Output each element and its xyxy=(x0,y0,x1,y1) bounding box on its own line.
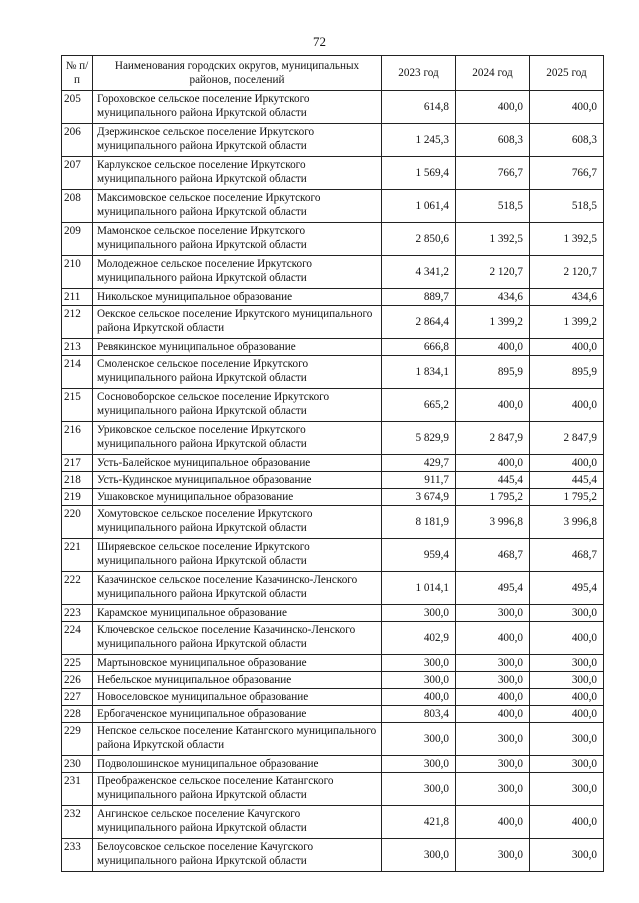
row-number: 223 xyxy=(62,605,93,622)
header-name: Наименования городских округов, муниципальных районов, поселений xyxy=(93,56,382,91)
header-2023: 2023 год xyxy=(382,56,456,91)
value-2023: 300,0 xyxy=(382,723,456,756)
municipality-name: Усть-Балейское муниципальное образование xyxy=(93,455,382,472)
value-2025: 400,0 xyxy=(530,339,604,356)
municipality-name: Ревякинское муниципальное образование xyxy=(93,339,382,356)
value-2024: 300,0 xyxy=(456,723,530,756)
table-row xyxy=(62,306,604,339)
table-row xyxy=(62,572,604,605)
municipality-name: Усть-Кудинское муниципальное образование xyxy=(93,472,382,489)
value-2024: 2 847,9 xyxy=(456,422,530,455)
value-2025: 495,4 xyxy=(530,572,604,605)
municipality-name: Ушаковское муниципальное образование xyxy=(93,489,382,506)
municipality-name: Хомутовское сельское поселение Иркутского муниципального района Иркутской области xyxy=(93,506,382,539)
table-row xyxy=(62,339,604,356)
value-2025: 400,0 xyxy=(530,622,604,655)
table-row xyxy=(62,839,604,872)
row-number: 221 xyxy=(62,539,93,572)
value-2023: 2 850,6 xyxy=(382,223,456,256)
value-2025: 300,0 xyxy=(530,655,604,672)
value-2024: 468,7 xyxy=(456,539,530,572)
municipality-name: Никольское муниципальное образование xyxy=(93,289,382,306)
value-2025: 300,0 xyxy=(530,672,604,689)
row-number: 232 xyxy=(62,806,93,839)
value-2025: 434,6 xyxy=(530,289,604,306)
table-row xyxy=(62,655,604,672)
value-2025: 2 847,9 xyxy=(530,422,604,455)
table-row xyxy=(62,455,604,472)
table-row xyxy=(62,689,604,706)
table-row xyxy=(62,124,604,157)
value-2025: 3 996,8 xyxy=(530,506,604,539)
row-number: 233 xyxy=(62,839,93,872)
row-number: 226 xyxy=(62,672,93,689)
row-number: 212 xyxy=(62,306,93,339)
municipality-name: Ербогаченское муниципальное образование xyxy=(93,706,382,723)
value-2024: 766,7 xyxy=(456,157,530,190)
row-number: 206 xyxy=(62,124,93,157)
table-body xyxy=(62,91,604,872)
value-2024: 300,0 xyxy=(456,773,530,806)
row-number: 218 xyxy=(62,472,93,489)
value-2024: 1 795,2 xyxy=(456,489,530,506)
value-2023: 2 864,4 xyxy=(382,306,456,339)
value-2023: 300,0 xyxy=(382,605,456,622)
value-2024: 400,0 xyxy=(456,706,530,723)
row-number: 214 xyxy=(62,356,93,389)
municipality-name: Новоселовское муниципальное образование xyxy=(93,689,382,706)
value-2025: 400,0 xyxy=(530,91,604,124)
value-2023: 803,4 xyxy=(382,706,456,723)
value-2023: 1 061,4 xyxy=(382,190,456,223)
row-number: 216 xyxy=(62,422,93,455)
value-2023: 400,0 xyxy=(382,689,456,706)
row-number: 208 xyxy=(62,190,93,223)
row-number: 210 xyxy=(62,256,93,289)
header-2025: 2025 год xyxy=(530,56,604,91)
value-2023: 4 341,2 xyxy=(382,256,456,289)
value-2025: 518,5 xyxy=(530,190,604,223)
municipality-name: Гороховское сельское поселение Иркутского муниципального района Иркутской области xyxy=(93,91,382,124)
value-2024: 400,0 xyxy=(456,622,530,655)
value-2023: 300,0 xyxy=(382,672,456,689)
value-2025: 300,0 xyxy=(530,839,604,872)
value-2023: 300,0 xyxy=(382,756,456,773)
value-2024: 400,0 xyxy=(456,455,530,472)
value-2025: 400,0 xyxy=(530,389,604,422)
value-2023: 300,0 xyxy=(382,773,456,806)
row-number: 219 xyxy=(62,489,93,506)
table-row xyxy=(62,706,604,723)
row-number: 217 xyxy=(62,455,93,472)
value-2024: 400,0 xyxy=(456,806,530,839)
value-2023: 5 829,9 xyxy=(382,422,456,455)
value-2025: 300,0 xyxy=(530,605,604,622)
value-2025: 400,0 xyxy=(530,455,604,472)
table-row xyxy=(62,472,604,489)
value-2024: 300,0 xyxy=(456,605,530,622)
value-2024: 400,0 xyxy=(456,689,530,706)
table-row xyxy=(62,157,604,190)
row-number: 213 xyxy=(62,339,93,356)
row-number: 225 xyxy=(62,655,93,672)
table-row xyxy=(62,256,604,289)
value-2025: 1 399,2 xyxy=(530,306,604,339)
value-2023: 911,7 xyxy=(382,472,456,489)
value-2024: 400,0 xyxy=(456,389,530,422)
value-2025: 300,0 xyxy=(530,773,604,806)
value-2023: 665,2 xyxy=(382,389,456,422)
municipality-name: Ключевское сельское поселение Казачинско-Ленского муниципального района Иркутской области xyxy=(93,622,382,655)
value-2025: 2 120,7 xyxy=(530,256,604,289)
value-2024: 434,6 xyxy=(456,289,530,306)
row-number: 207 xyxy=(62,157,93,190)
row-number: 227 xyxy=(62,689,93,706)
municipality-name: Преображенское сельское поселение Катангского муниципального района Иркутской области xyxy=(93,773,382,806)
value-2025: 400,0 xyxy=(530,689,604,706)
value-2024: 1 399,2 xyxy=(456,306,530,339)
municipality-name: Максимовское сельское поселение Иркутского муниципального района Иркутской области xyxy=(93,190,382,223)
municipality-name: Непское сельское поселение Катангского муниципального района Иркутской области xyxy=(93,723,382,756)
table-header xyxy=(62,56,604,91)
table-row xyxy=(62,289,604,306)
value-2024: 895,9 xyxy=(456,356,530,389)
value-2023: 402,9 xyxy=(382,622,456,655)
municipality-name: Подволошинское муниципальное образование xyxy=(93,756,382,773)
value-2024: 400,0 xyxy=(456,339,530,356)
table-row xyxy=(62,622,604,655)
value-2024: 495,4 xyxy=(456,572,530,605)
table-row xyxy=(62,190,604,223)
header-2024: 2024 год xyxy=(456,56,530,91)
row-number: 211 xyxy=(62,289,93,306)
page-number: 72 xyxy=(313,34,326,49)
municipality-name: Оекское сельское поселение Иркутского муниципального района Иркутской области xyxy=(93,306,382,339)
value-2023: 959,4 xyxy=(382,539,456,572)
value-2023: 429,7 xyxy=(382,455,456,472)
table-row xyxy=(62,223,604,256)
value-2025: 766,7 xyxy=(530,157,604,190)
table-row xyxy=(62,489,604,506)
row-number: 224 xyxy=(62,622,93,655)
table-row xyxy=(62,389,604,422)
table-row xyxy=(62,773,604,806)
value-2023: 1 834,1 xyxy=(382,356,456,389)
table-row xyxy=(62,506,604,539)
municipality-name: Небельское муниципальное образование xyxy=(93,672,382,689)
row-number: 228 xyxy=(62,706,93,723)
value-2023: 421,8 xyxy=(382,806,456,839)
value-2023: 1 569,4 xyxy=(382,157,456,190)
value-2024: 300,0 xyxy=(456,672,530,689)
value-2023: 1 014,1 xyxy=(382,572,456,605)
table-row xyxy=(62,672,604,689)
value-2025: 895,9 xyxy=(530,356,604,389)
value-2024: 518,5 xyxy=(456,190,530,223)
value-2025: 400,0 xyxy=(530,706,604,723)
table-row xyxy=(62,756,604,773)
municipality-name: Мартыновское муниципальное образование xyxy=(93,655,382,672)
municipality-name: Белоусовское сельское поселение Качугского муниципального района Иркутской области xyxy=(93,839,382,872)
table-row xyxy=(62,91,604,124)
row-number: 229 xyxy=(62,723,93,756)
municipality-name: Ангинское сельское поселение Качугского муниципального района Иркутской области xyxy=(93,806,382,839)
header-index: № п/п xyxy=(62,56,93,91)
row-number: 220 xyxy=(62,506,93,539)
municipality-name: Карамское муниципальное образование xyxy=(93,605,382,622)
value-2023: 3 674,9 xyxy=(382,489,456,506)
table-row xyxy=(62,356,604,389)
value-2024: 2 120,7 xyxy=(456,256,530,289)
value-2025: 608,3 xyxy=(530,124,604,157)
value-2024: 608,3 xyxy=(456,124,530,157)
value-2024: 445,4 xyxy=(456,472,530,489)
value-2025: 300,0 xyxy=(530,756,604,773)
row-number: 205 xyxy=(62,91,93,124)
municipality-name: Казачинское сельское поселение Казачинско-Ленского муниципального района Иркутской области xyxy=(93,572,382,605)
row-number: 222 xyxy=(62,572,93,605)
municipality-name: Мамонское сельское поселение Иркутского муниципального района Иркутской области xyxy=(93,223,382,256)
value-2023: 1 245,3 xyxy=(382,124,456,157)
value-2023: 666,8 xyxy=(382,339,456,356)
value-2024: 300,0 xyxy=(456,839,530,872)
municipality-name: Сосновоборское сельское поселение Иркутского муниципального района Иркутской области xyxy=(93,389,382,422)
value-2024: 3 996,8 xyxy=(456,506,530,539)
value-2023: 614,8 xyxy=(382,91,456,124)
table-row xyxy=(62,422,604,455)
table-row xyxy=(62,806,604,839)
budget-table xyxy=(61,55,604,872)
row-number: 231 xyxy=(62,773,93,806)
value-2025: 1 795,2 xyxy=(530,489,604,506)
value-2024: 300,0 xyxy=(456,756,530,773)
municipality-name: Смоленское сельское поселение Иркутского муниципального района Иркутской области xyxy=(93,356,382,389)
value-2023: 300,0 xyxy=(382,655,456,672)
municipality-name: Ширяевское сельское поселение Иркутского муниципального района Иркутской области xyxy=(93,539,382,572)
table-row xyxy=(62,723,604,756)
municipality-name: Молодежное сельское поселение Иркутского муниципального района Иркутской области xyxy=(93,256,382,289)
municipality-name: Уриковское сельское поселение Иркутского муниципального района Иркутской области xyxy=(93,422,382,455)
row-number: 230 xyxy=(62,756,93,773)
row-number: 215 xyxy=(62,389,93,422)
value-2023: 300,0 xyxy=(382,839,456,872)
table-row xyxy=(62,539,604,572)
value-2025: 1 392,5 xyxy=(530,223,604,256)
municipality-name: Дзержинское сельское поселение Иркутского муниципального района Иркутской области xyxy=(93,124,382,157)
value-2024: 400,0 xyxy=(456,91,530,124)
row-number: 209 xyxy=(62,223,93,256)
value-2023: 889,7 xyxy=(382,289,456,306)
value-2025: 300,0 xyxy=(530,723,604,756)
value-2025: 400,0 xyxy=(530,806,604,839)
value-2024: 1 392,5 xyxy=(456,223,530,256)
table-row xyxy=(62,605,604,622)
value-2024: 300,0 xyxy=(456,655,530,672)
value-2025: 445,4 xyxy=(530,472,604,489)
value-2025: 468,7 xyxy=(530,539,604,572)
value-2023: 8 181,9 xyxy=(382,506,456,539)
municipality-name: Карлукское сельское поселение Иркутского муниципального района Иркутской области xyxy=(93,157,382,190)
